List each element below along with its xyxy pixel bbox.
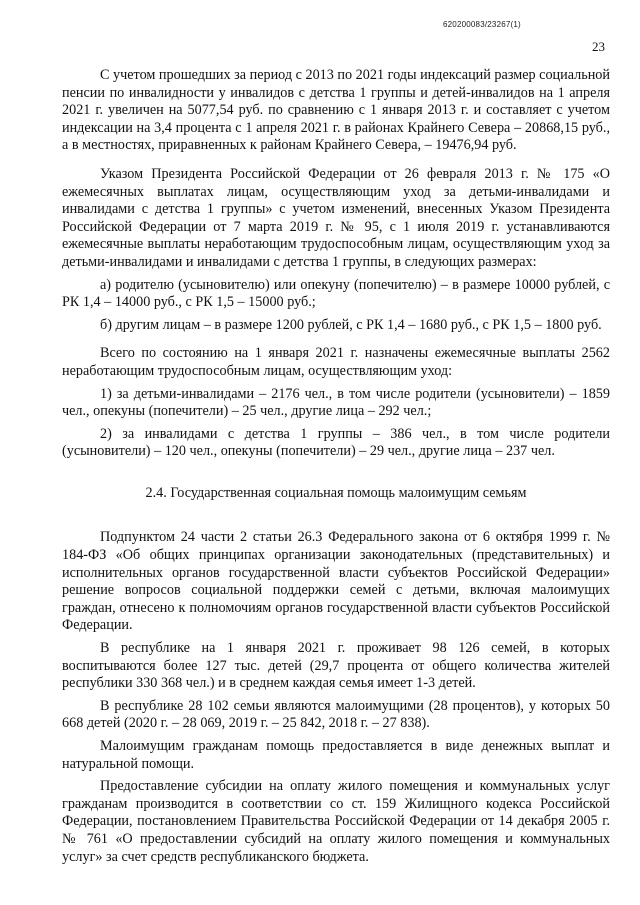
paragraph-total-payments: Всего по состоянию на 1 января 2021 г. назначены ежемесячные выплаты 2562 неработающим трудоспособным лицам, осуществляющим уход: [62,345,610,379]
paragraph-low-income-families: В республике 28 102 семьи являются малоимущими (28 процентов), у которых 50 668 детей (2020 г. – 28 069, 2019 г. – 25 842, 2018 г. – 27 838). [62,697,610,732]
document-body [62,67,610,866]
paragraph-federal-law: Подпунктом 24 части 2 статьи 26.3 Федерального закона от 6 октября 1999 г. № 184-ФЗ «Об общих принципах организации законодательных (представительных) и исполнительных органов государственной власти субъектов Российской Федерации» решение вопросов социальной поддержки семей с детьми, включая малоимущих граждан, отнесено к полномочиям органов государственной власти субъектов Российской Федерации. [62,529,610,634]
paragraph-presidential-decree: Указом Президента Российской Федерации от 26 февраля 2013 г. № 175 «О ежемесячных выплатах лицам, осуществляющим уход за детьми-инвалидами и инвалидами с детства 1 группы» с учетом изменений, внесенных Указом Президента Российской Федерации от 7 марта 2019 г. № 95, с 1 июля 2019 г. устанавливаются ежемесячные выплаты неработающим трудоспособным лицам, осуществляющим уход за детьми-инвалидами и инвалидами с детства 1 группы, в следующих размерах: [62,165,610,270]
document-id: 620200083/23267(1) [443,20,521,29]
paragraph-families-count: В республике на 1 января 2021 г. проживает 98 126 семей, в которых воспитываются более 127 тыс. детей (29,7 процента от общего количества жителей республики 330 368 чел.) и в среднем каждая семья имеет 1-3 детей. [62,640,610,692]
paragraph-housing-subsidy: Предоставление субсидии на оплату жилого помещения и коммунальных услуг гражданам производится в соответствии со ст. 159 Жилищного кодекса Российской Федерации, постановлением Правительства Российской Федерации от 14 декабря 2005 г. № 761 «О предоставлении субсидий на оплату жилого помещения и коммунальных услуг» за счет средств республиканского бюджета. [62,778,610,865]
page-number: 23 [592,39,605,54]
paragraph-assistance-forms: Малоимущим гражданам помощь предоставляется в виде денежных выплат и натуральной помощи. [62,738,610,772]
list-item-disabled-children: 1) за детьми-инвалидами – 2176 чел., в том числе родители (усыновители) – 1859 чел., опекуны (попечители) – 25 чел., другие лица – 292 чел.; [62,385,610,420]
list-item-parent: а) родителю (усыновителю) или опекуну (попечителю) – в размере 10000 рублей, с РК 1,4 – 14000 руб., с РК 1,5 – 15000 руб.; [62,276,610,311]
section-heading: 2.4. Государственная социальная помощь малоимущим семьям [145,484,527,501]
list-item-other-persons: б) другим лицам – в размере 1200 рублей, с РК 1,4 – 1680 руб., с РК 1,5 – 1800 руб. [100,316,602,333]
list-item-disabled-since-childhood: 2) за инвалидами с детства 1 группы – 386 чел., в том числе родители (усыновители) – 120 чел., опекуны (попечители) – 29 чел., другие лица – 237 чел. [62,425,610,460]
paragraph-pension-indexation: С учетом прошедших за период с 2013 по 2021 годы индексаций размер социальной пенсии по инвалидности у инвалидов с детства 1 группы и детей-инвалидов на 1 апреля 2021 г. увеличен на 5077,54 руб. по сравнению с 1 января 2013 г. и составляет с учетом индексации на 3,4 процента с 1 апреля 2021 г. в районах Крайнего Севера – 20868,15 руб., а в местностях, приравненных к районам Крайнего Севера, – 19476,94 руб. [62,67,610,154]
